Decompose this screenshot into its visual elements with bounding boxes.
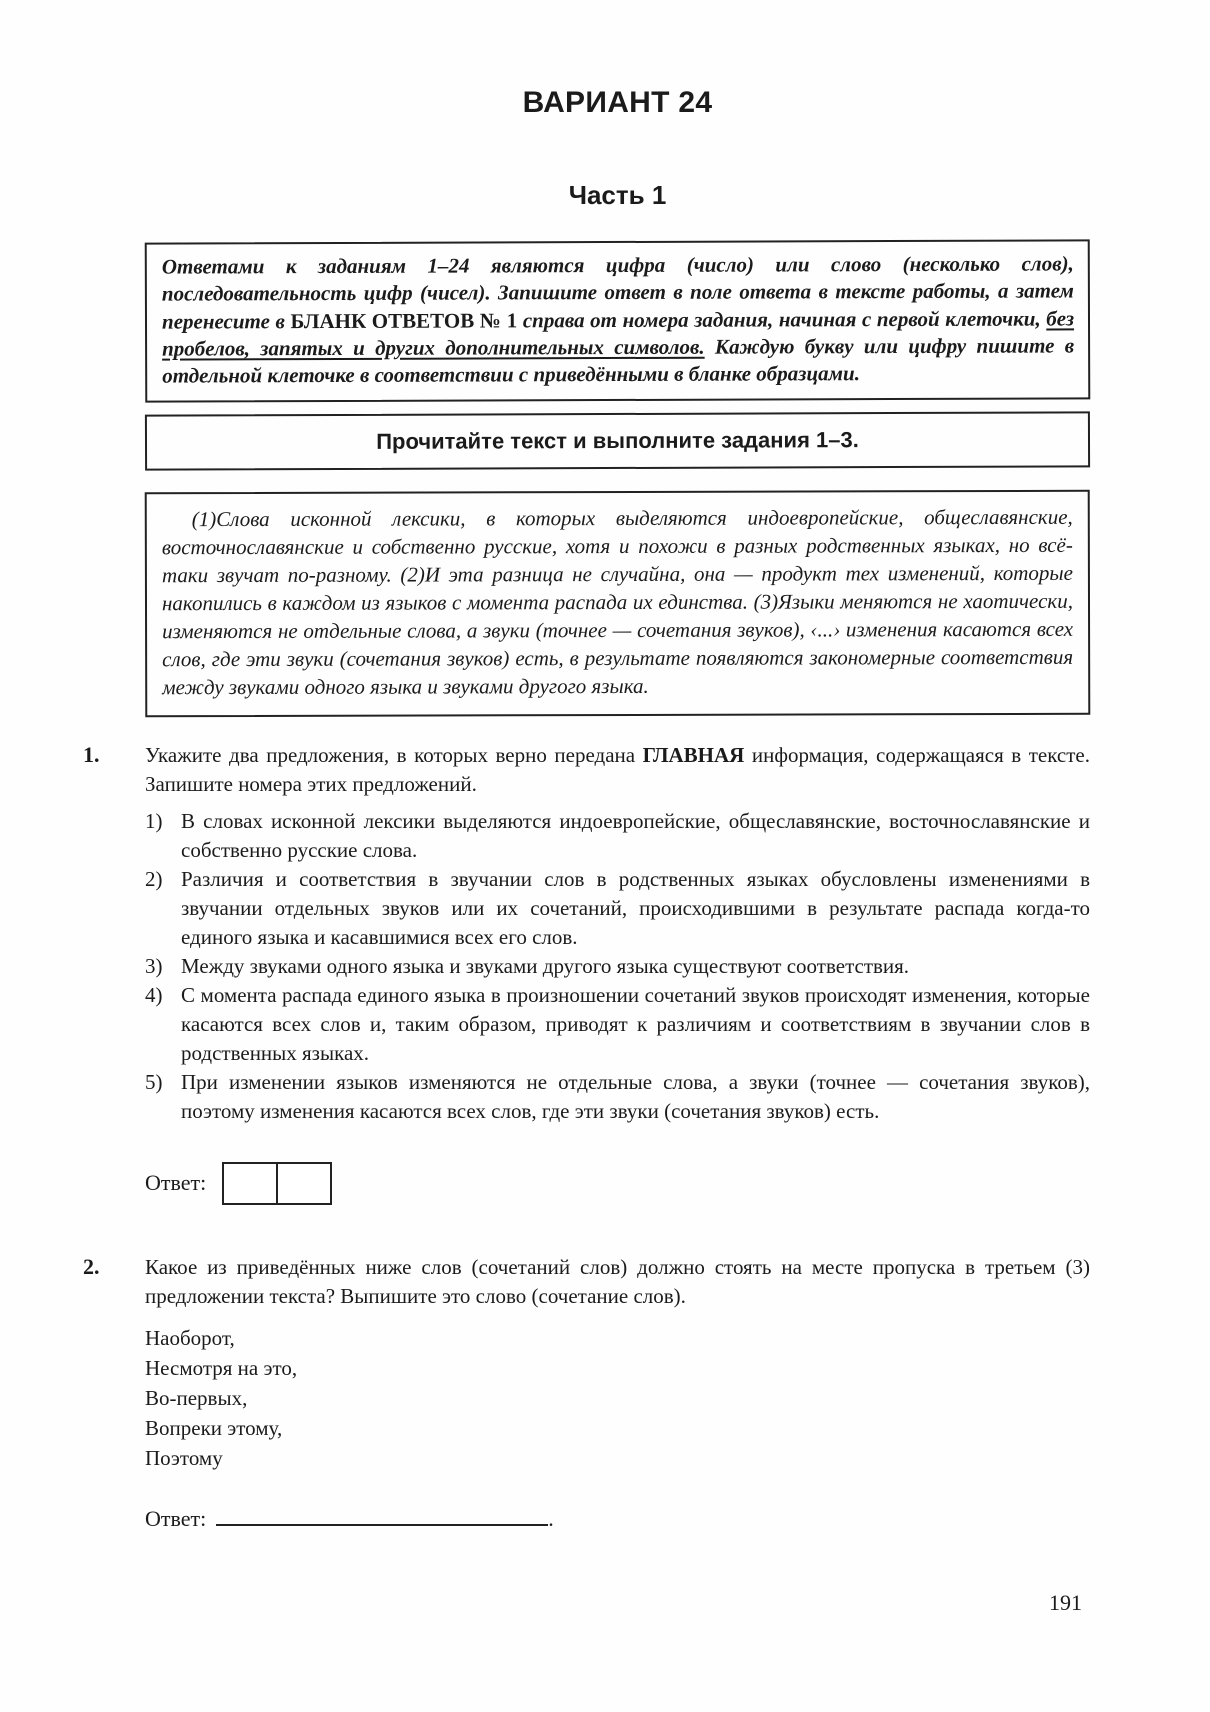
q1-option-2 (145, 865, 1090, 952)
q1-option-2-text: Различия и соответствия в звучании слов в родственных языках обусловлены изменениями в звучании отдельных звуков или их сочетаний, происходившими в результате распада когда-то единого языка и касавшимися всех его слов. (181, 866, 1090, 949)
page-title: ВАРИАНТ 24 (522, 86, 713, 119)
q1-option-3-text: Между звуками одного языка и звуками другого языка существуют соответствия. (181, 953, 910, 978)
q2-option-3: Во-первых, (145, 1386, 248, 1411)
instructions-seg3: справа от номера задания, начиная с первой клеточки, (517, 306, 1047, 332)
q1-option-5-marker: 5) (145, 1069, 163, 1094)
question-1-prompt (145, 741, 1090, 799)
q2-option-4: Вопреки этому, (145, 1415, 283, 1440)
q1-prompt-emphasis: ГЛАВНАЯ (642, 742, 745, 767)
page-content (83, 0, 1090, 1532)
question-2-options (145, 1324, 1090, 1473)
instructions-seg5: Каждую букву или цифру пишите в отдельной клеточке в соответствии с приведёнными в бланке образцами. (162, 333, 1075, 388)
instructions-seg1: Ответами к заданиям 1–24 являются цифра (число) или слово (несколько слов), последовательность цифр (чисел). Запишите ответ в поле ответа в тексте работы, а затем перенесите в (161, 251, 1074, 334)
question-2-number: 2. (83, 1253, 100, 1279)
q1-answer-cells (222, 1162, 332, 1205)
q1-answer-row (145, 1162, 1090, 1205)
q1-option-1-marker: 1) (145, 808, 163, 833)
q2-answer-punct: . (548, 1505, 554, 1531)
reading-banner-box (145, 412, 1090, 471)
q1-option-4-text: С момента распада единого языка в произношении сочетаний звуков происходят изменения, которые касаются всех слов и, таким образом, приводят к различиям и соответствиям в звучании слов в родственных языках. (181, 982, 1090, 1065)
instructions-underlined: без пробелов, запятых и других дополнительных символов. (162, 306, 1075, 361)
q2-option-1: Наоборот, (145, 1326, 235, 1351)
q1-option-4-marker: 4) (145, 982, 163, 1007)
q2-option-5: Поэтому (145, 1445, 223, 1470)
question-1-options (145, 807, 1090, 1126)
instructions-text (162, 250, 1074, 390)
q1-answer-label: Ответ: (145, 1170, 207, 1196)
q1-answer-cell-2 (276, 1162, 332, 1205)
reading-banner-text: Прочитайте текст и выполните задания 1–3. (376, 427, 859, 455)
q1-answer-cell-1 (222, 1162, 278, 1205)
q2-answer-label: Ответ: (145, 1505, 207, 1531)
question-2-prompt: Какое из приведённых ниже слов (сочетаний слов) должно стоять на месте пропуска в третьем (3) предложении текста? Выпишите это слово (сочетание слов). (145, 1254, 1090, 1308)
q1-option-5 (145, 1068, 1090, 1126)
q1-option-2-marker: 2) (145, 866, 163, 891)
q1-option-1-text: В словах исконной лексики выделяются индоевропейские, общеславянские, восточнославянские и собственно русские слова. (181, 808, 1090, 862)
q1-prompt-after: информация, содержащаяся в тексте. Запишите номера этих предложений. (145, 742, 1090, 796)
page-number: 191 (1049, 1590, 1082, 1615)
q1-option-5-text: При изменении языков изменяются не отдельные слова, а звуки (точнее — сочетания звуков), поэтому изменения касаются всех слов, где эти звуки (сочетания звуков) есть. (181, 1069, 1090, 1123)
q1-option-1 (145, 807, 1090, 865)
q2-answer-row (145, 1506, 1090, 1532)
part-heading: Часть 1 (568, 180, 667, 210)
question-1 (83, 741, 1090, 1205)
q1-option-3 (145, 952, 1090, 981)
instructions-box (145, 239, 1091, 403)
instructions-answer-sheet-ref: БЛАНК ОТВЕТОВ № 1 (290, 307, 518, 333)
question-2 (83, 1253, 1090, 1532)
q1-prompt-before: Укажите два предложения, в которых верно передана (145, 742, 643, 767)
q1-option-3-marker: 3) (145, 953, 163, 978)
passage-text: (1)Слова исконной лексики, в которых выделяются индоевропейские, общеславянские, восточнославянские и собственно русские, хотя и похожи в разных родственных языках, но всё-таки звучат по-разному. (2)И эта разница не случайна, она — продукт тех изменений, которые накопились в каждом из языков с момента распада их единства. (3)Языки меняются не хаотически, изменяются не отдельные слова, а звуки (точнее — сочетания звуков), ‹...› изменения касаются всех слов, где эти звуки (сочетания звуков) есть, в результате появляются закономерные соответствия между звуками одного языка и звуками другого языка. (161, 505, 1074, 700)
q2-answer-line (216, 1506, 548, 1526)
q1-option-4 (145, 981, 1090, 1068)
question-1-number: 1. (83, 741, 100, 767)
passage-box (145, 490, 1091, 718)
q2-option-2: Несмотря на это, (145, 1356, 298, 1381)
